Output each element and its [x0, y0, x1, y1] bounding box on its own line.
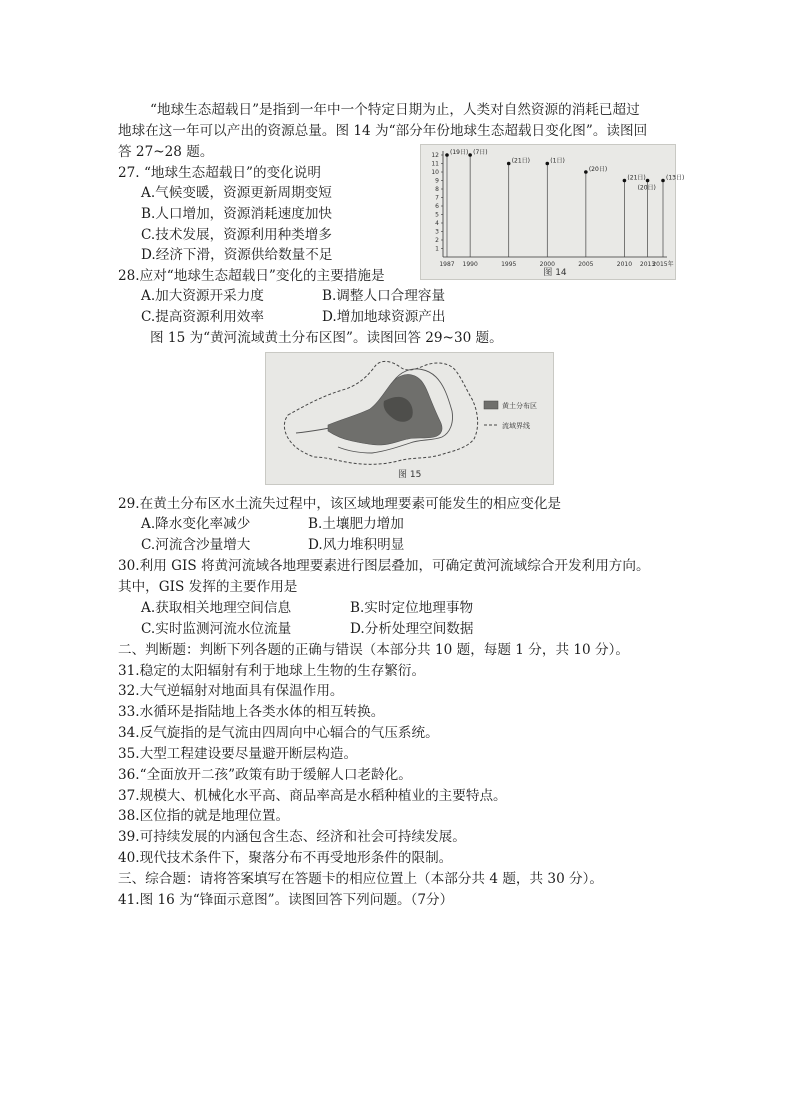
judge-40: 40.现代技术条件下，聚落分布不再受地形条件的限制。	[118, 850, 453, 866]
y-tick-label: 3	[435, 228, 439, 236]
q28-option-c: C.提高资源利用效率	[141, 309, 264, 325]
y-tick-label: 7	[435, 194, 439, 202]
q29-option-b: B.土壤肥力增加	[308, 516, 404, 532]
x-tick-label: 2013	[639, 261, 656, 268]
q29-option-c: C.河流含沙量增大	[141, 537, 251, 553]
q27-option-a: A.气候变暖，资源更新周期变短	[141, 185, 332, 201]
question-27: 27. “地球生态超载日”的变化说明	[118, 165, 321, 181]
judge-39: 39.可持续发展的内涵包含生态、经济和社会可持续发展。	[118, 829, 466, 845]
y-tick-label: 1	[435, 245, 439, 253]
judge-38: 38.区位指的就是地理位置。	[118, 808, 290, 824]
question-41: 41.图 16 为“锋面示意图”。读图回答下列问题。（7分）	[118, 892, 454, 908]
data-point-label: (21日)	[627, 174, 646, 182]
data-point	[661, 179, 665, 183]
figure-15	[265, 352, 554, 485]
legend-loess-swatch	[484, 401, 498, 409]
data-point-label: (21日)	[511, 157, 531, 165]
question-30-line-1: 30.利用 GIS 将黄河流域各地理要素进行图层叠加，可确定黄河流域综合开发利用方向。	[118, 558, 650, 574]
y-tick-label: 2	[435, 237, 439, 244]
y-tick-label: 12	[431, 152, 439, 159]
data-point-label: (7日)	[473, 149, 488, 156]
judge-32: 32.大气逆辐射对地面具有保温作用。	[118, 683, 344, 699]
q28-option-a: A.加大资源开采力度	[141, 288, 264, 304]
data-point-label: (20日)	[637, 184, 656, 192]
figure-14-caption: 图 14	[543, 268, 567, 278]
data-point	[545, 162, 549, 166]
judge-35: 35.大型工程建设要尽量避开断层构造。	[118, 746, 358, 762]
judge-34: 34.反气旋指的是气流由四周向中心辐合的气压系统。	[118, 725, 439, 741]
q30-option-c: C.实时监测河流水位流量	[141, 621, 292, 637]
data-point-label: (19日)	[450, 149, 469, 156]
y-tick-label: 6	[435, 203, 439, 210]
figure-14-chart	[421, 145, 685, 279]
fig15-intro: 图 15 为“黄河流域黄土分布区图”。读图回答 29~30 题。	[150, 330, 503, 346]
x-tick-label: 1995	[501, 261, 517, 268]
q30-option-a: A.获取相关地理空间信息	[141, 600, 292, 616]
q28-option-d: D.增加地球资源产出	[322, 309, 446, 325]
judge-36: 36.“全面放开二孩”政策有助于缓解人口老龄化。	[118, 767, 412, 783]
q29-option-a: A.降水变化率减少	[141, 516, 251, 532]
q27-option-c: C.技术发展，资源利用种类增多	[141, 227, 332, 243]
y-tick-label: 5	[435, 211, 439, 219]
intro-line-1: “地球生态超载日”是指到一年中一个特定日期为止，人类对自然资源的消耗已超过	[150, 102, 640, 118]
x-tick-label: 2005	[578, 261, 594, 268]
data-point-label: (1日)	[550, 157, 565, 165]
x-tick-label: 1990	[462, 261, 478, 268]
judge-33: 33.水循环是指陆地上各类水体的相互转换。	[118, 704, 385, 720]
data-point-label: (13日)	[666, 174, 685, 182]
data-point	[507, 162, 511, 166]
y-tick-label: 11	[431, 160, 439, 168]
legend-boundary-label: 流域界线	[502, 422, 530, 430]
q27-option-b: B.人口增加，资源消耗速度加快	[141, 206, 333, 222]
x-tick-label: 2010	[616, 261, 633, 268]
y-tick-label: 8	[435, 186, 439, 193]
q30-option-d: D.分析处理空间数据	[350, 621, 474, 637]
y-tick-label: 4	[435, 220, 439, 227]
q29-option-d: D.风力堆积明显	[308, 537, 405, 553]
question-28: 28.应对“地球生态超载日”变化的主要措施是	[118, 268, 385, 284]
section-3-heading: 三、综合题：请将答案填写在答题卡的相应位置上（本部分共 4 题，共 30 分）。	[118, 871, 604, 887]
x-tick-label: 2000	[539, 261, 555, 268]
y-tick-label: 10	[431, 169, 439, 176]
q27-option-d: D.经济下滑，资源供给数量不足	[141, 247, 333, 263]
question-29: 29.在黄土分布区水土流失过程中，该区域地理要素可能发生的相应变化是	[118, 496, 562, 512]
judge-31: 31.稳定的太阳辐射有利于地球上生物的生存繁衍。	[118, 663, 426, 679]
figure-15-map	[266, 353, 553, 484]
legend-loess-label: 黄土分布区	[502, 402, 537, 410]
intro-line-2: 地球在这一年可以产出的资源总量。图 14 为“部分年份地球生态超载日变化图”。读图回	[118, 123, 648, 139]
data-point	[584, 170, 588, 174]
q28-option-b: B.调整人口合理容量	[322, 288, 446, 304]
data-point	[646, 179, 650, 183]
x-tick-label: 1987	[439, 261, 455, 268]
figure-15-caption: 图 15	[398, 470, 422, 480]
judge-37: 37.规模大、机械化水平高、商品率高是水稻种植业的主要特点。	[118, 788, 507, 804]
data-point	[623, 179, 627, 183]
data-point-label: (20日)	[588, 166, 608, 173]
y-tick-label: 9	[435, 177, 439, 185]
q30-option-b: B.实时定位地理事物	[350, 600, 474, 616]
figure-14	[420, 144, 685, 280]
intro-line-3: 答 27~28 题。	[118, 144, 214, 160]
data-point	[468, 153, 472, 157]
question-30-line-2: 其中，GIS 发挥的主要作用是	[118, 579, 298, 595]
section-2-heading: 二、判断题：判断下列各题的正确与错误（本部分共 10 题，每题 1 分，共 10 分）。	[118, 642, 629, 658]
data-point	[445, 153, 449, 157]
x-tick-label: 2015年	[652, 261, 674, 268]
